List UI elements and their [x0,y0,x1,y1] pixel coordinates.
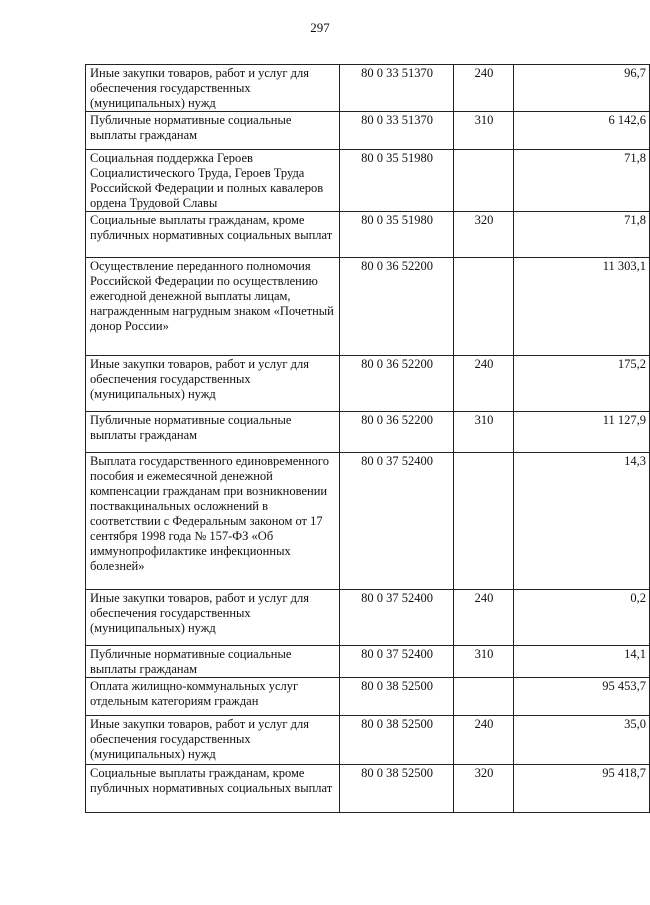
table-row [86,646,650,678]
row-code-cell: 80 0 35 51980 [340,212,454,258]
row-name-cell: Осуществление переданного полномочия Российской Федерации по осуществлению ежегодной денежной выплаты лицам, награжденным нагрудным знаком «Почетный донор России» [86,258,340,356]
table-row [86,412,650,453]
row-type-cell [454,678,514,716]
row-name-cell: Публичные нормативные социальные выплаты гражданам [86,412,340,453]
row-type-cell: 240 [454,716,514,765]
row-code-cell: 80 0 36 52200 [340,258,454,356]
row-sum-cell: 11 303,1 [514,258,650,356]
row-type-cell: 310 [454,412,514,453]
row-sum-cell: 95 453,7 [514,678,650,716]
table-row [86,150,650,212]
row-name-cell: Оплата жилищно-коммунальных услуг отдельным категориям граждан [86,678,340,716]
page-number: 297 [310,20,330,35]
table-row [86,258,650,356]
table-row [86,678,650,716]
row-code-cell: 80 0 35 51980 [340,150,454,212]
row-code-cell: 80 0 37 52400 [340,453,454,590]
row-name-cell: Социальные выплаты гражданам, кроме публичных нормативных социальных выплат [86,765,340,813]
row-code-cell: 80 0 36 52200 [340,412,454,453]
row-type-cell: 320 [454,765,514,813]
row-type-cell: 320 [454,212,514,258]
row-name-cell: Иные закупки товаров, работ и услуг для обеспечения государственных (муниципальных) нужд [86,356,340,412]
row-sum-cell: 11 127,9 [514,412,650,453]
row-code-cell: 80 0 33 51370 [340,65,454,112]
row-name-cell: Публичные нормативные социальные выплаты гражданам [86,646,340,678]
row-type-cell: 240 [454,590,514,646]
table-row [86,356,650,412]
row-name-cell: Иные закупки товаров, работ и услуг для обеспечения государственных (муниципальных) нужд [86,716,340,765]
row-sum-cell: 35,0 [514,716,650,765]
row-name-cell: Иные закупки товаров, работ и услуг для обеспечения государственных (муниципальных) нужд [86,65,340,112]
budget-table [85,64,650,813]
row-sum-cell: 95 418,7 [514,765,650,813]
table-row [86,590,650,646]
row-type-cell: 240 [454,65,514,112]
table-row [86,212,650,258]
row-type-cell [454,258,514,356]
row-code-cell: 80 0 36 52200 [340,356,454,412]
row-sum-cell: 0,2 [514,590,650,646]
row-sum-cell: 14,3 [514,453,650,590]
row-name-cell: Социальная поддержка Героев Социалистического Труда, Героев Труда Российской Федерации и полных кавалеров ордена Трудовой Славы [86,150,340,212]
row-name-cell: Иные закупки товаров, работ и услуг для обеспечения государственных (муниципальных) нужд [86,590,340,646]
row-type-cell [454,453,514,590]
row-type-cell [454,150,514,212]
table-row [86,65,650,112]
row-name-cell: Выплата государственного единовременного пособия и ежемесячной денежной компенсации гражданам при возникновении поствакцинальных осложнений в соответствии с Федеральным законом от 17 сентября 1998 года № 157-ФЗ «Об иммунопрофилактике инфекционных болезней» [86,453,340,590]
row-code-cell: 80 0 38 52500 [340,716,454,765]
table-row [86,765,650,813]
row-sum-cell: 14,1 [514,646,650,678]
table-row [86,112,650,150]
table-row [86,453,650,590]
row-type-cell: 310 [454,646,514,678]
row-code-cell: 80 0 37 52400 [340,646,454,678]
row-sum-cell: 6 142,6 [514,112,650,150]
row-name-cell: Социальные выплаты гражданам, кроме публичных нормативных социальных выплат [86,212,340,258]
row-name-cell: Публичные нормативные социальные выплаты гражданам [86,112,340,150]
row-code-cell: 80 0 37 52400 [340,590,454,646]
table-row [86,716,650,765]
row-type-cell: 240 [454,356,514,412]
row-sum-cell: 96,7 [514,65,650,112]
row-sum-cell: 71,8 [514,212,650,258]
row-sum-cell: 71,8 [514,150,650,212]
row-type-cell: 310 [454,112,514,150]
row-code-cell: 80 0 33 51370 [340,112,454,150]
row-code-cell: 80 0 38 52500 [340,765,454,813]
row-sum-cell: 175,2 [514,356,650,412]
row-code-cell: 80 0 38 52500 [340,678,454,716]
